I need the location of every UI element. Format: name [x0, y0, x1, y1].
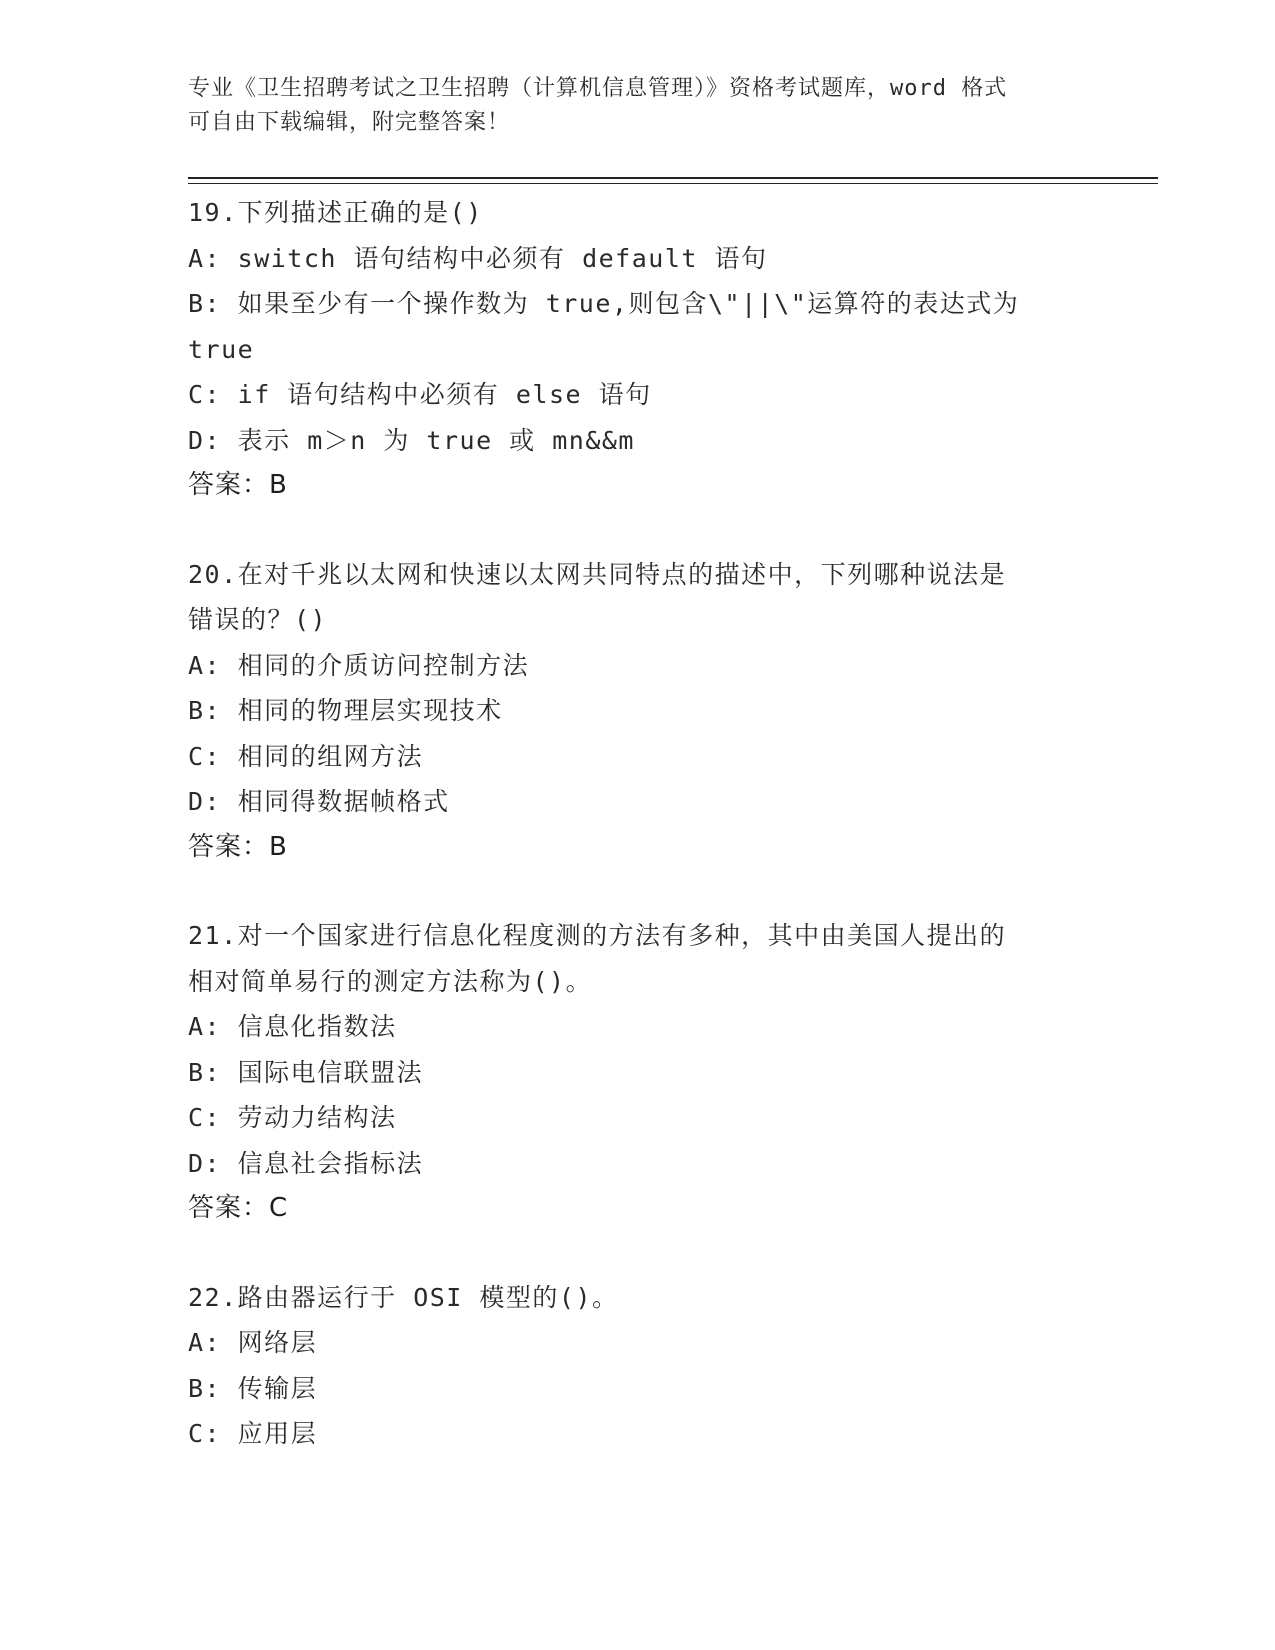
question-block [188, 190, 1088, 509]
answer-option: D: 相同得数据帧格式 [188, 787, 450, 816]
answer-option: A: 相同的介质访问控制方法 [188, 650, 530, 680]
answer-option: true [188, 334, 255, 364]
question-stem: 20.在对千兆以太网和快速以太网共同特点的描述中，下列哪种说法是 [188, 559, 1007, 589]
question-block [188, 1275, 1088, 1457]
question-stem: 错误的？() [188, 605, 328, 634]
question-stem: 22.路由器运行于 OSI 模型的()。 [188, 1282, 619, 1312]
answer-option: A: 信息化指数法 [188, 1012, 397, 1041]
answer-option: B: 国际电信联盟法 [188, 1057, 424, 1087]
answer-key: 答案：B [188, 470, 288, 500]
answer-option: B: 如果至少有一个操作数为 true,则包含\"||\"运算符的表达式为 [188, 289, 1020, 318]
question-stem: 21.对一个国家进行信息化程度测的方法有多种，其中由美国人提出的 [188, 921, 1007, 950]
header-line-1: 专业《卫生招聘考试之卫生招聘（计算机信息管理）》资格考试题库，word 格式 [188, 76, 1008, 101]
header-line-2: 可自由下载编辑，附完整答案！ [188, 110, 511, 135]
answer-key: 答案：B [188, 831, 288, 862]
answer-option: D: 表示 m＞n 为 true 或 mn&&m [188, 425, 635, 455]
header-rule-thin [188, 183, 1158, 184]
answer-option: B: 传输层 [188, 1373, 318, 1403]
answer-option: D: 信息社会指标法 [188, 1148, 424, 1178]
header-rule-thick [188, 177, 1158, 179]
question-stem: 相对简单易行的测定方法称为()。 [188, 966, 593, 996]
document-header [188, 72, 1088, 140]
question-block [188, 913, 1088, 1232]
answer-option: C: 应用层 [188, 1419, 318, 1448]
question-list [188, 190, 1088, 1500]
answer-option: C: 相同的组网方法 [188, 741, 424, 771]
question-block [188, 552, 1088, 871]
answer-option: B: 相同的物理层实现技术 [188, 696, 503, 725]
answer-option: C: 劳动力结构法 [188, 1103, 397, 1132]
answer-option: C: if 语句结构中必须有 else 语句 [188, 380, 652, 409]
question-stem: 19.下列描述正确的是() [188, 198, 483, 227]
answer-key: 答案：C [188, 1193, 289, 1223]
answer-option: A: 网络层 [188, 1328, 318, 1357]
answer-option: A: switch 语句结构中必须有 default 语句 [188, 243, 768, 273]
